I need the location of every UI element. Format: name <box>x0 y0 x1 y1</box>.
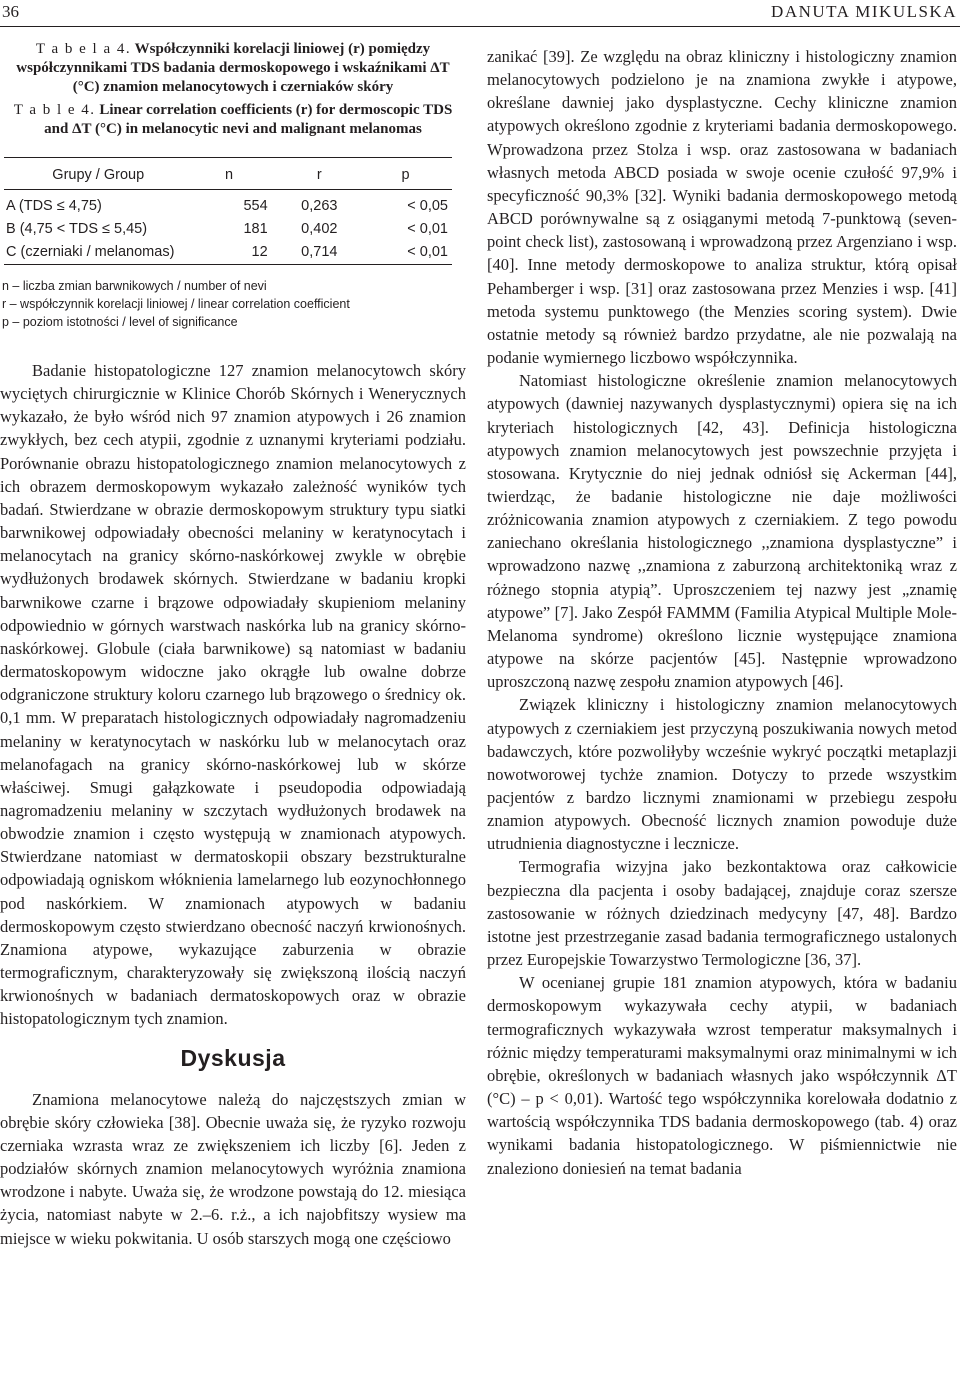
running-head-author: DANUTA MIKULSKA <box>771 2 957 21</box>
correlation-table <box>4 157 452 265</box>
table-caption-polish <box>6 40 460 97</box>
legend-item-p: p – poziom istotności / level of significance <box>2 315 238 329</box>
left-body-text <box>0 359 466 1250</box>
table-cell-group: C (czerniaki / melanomas) <box>6 244 175 260</box>
right-column <box>487 45 957 1180</box>
body-paragraph: W ocenianej grupie 181 znamion atypowych, która w badaniu dermoskopowym wykazywała cechy atypii, w badaniach termograficznych wykazywała wzrost temperatur maksymalnych i różnic między temperaturami maksymalnymi oraz minimalnymi w ich obrębie, określonych w badaniach własnych jako współczynnik ΔT (°C) – p < 0,01). Wartość tego współczynnika korelowała dodatnio z wartością współczynnika TDS badania dermoskopowego (tab. 4) oraz wynikami badania histopatologicznego. W piśmiennictwie nie znaleziono doniesień na temat badania <box>487 973 957 1178</box>
body-paragraph: zanikać [39]. Ze względu na obraz kliniczny i histologiczny znamion melanocytowych podzielono je na znamiona zwykłe i atypowe, określane dawniej jako dysplastyczne. Cechy kliniczne znamion atypowych określono zgodnie z kryteriami badania dermoskopowego. Wprowadzona przez Stolza i wsp. oraz zastosowana w badaniach własnych metoda ABCD posiada w swoje ocenie czułość 97,9% i specyficzność 90,3% [32]. Wyniki badania dermoskopowego metodą ABCD porównywalne są z osiąganymi metodą 7-punktową (seven-point check list), zastosowaną i wprowadzoną przez Argenziano i wsp. [40]. Inne metody dermoskopowe to analiza struktur, którą opisał Pehamberger i wsp. [31] oraz zastosowana przez Menzies i wsp. [41] metoda systemu punktowego (the Menzies scoring system). Dwie ostatnie metody są również bardzo przydatne, ale nie pozwalają na podanie wymiernego liczbowo współczynnika. <box>487 47 957 368</box>
table-cell-n: 554 <box>243 198 268 214</box>
body-paragraph: Termografia wizyjna jako bezkontaktowa oraz całkowicie bezpieczna dla pacjenta i osoby badającej, znajduje coraz szersze zastosowanie w różnych dziedzinach medycyny [47, 48]. Bardzo istotne jest przestrzeganie zasad badania termograficznego ustalonych przez Europejskie Towarzystwo Termologiczne [36, 37]. <box>487 857 957 970</box>
table-cell-p: < 0,01 <box>407 244 448 260</box>
table-caption-english <box>6 101 460 139</box>
table-caption-polish-label: T a b e l a 4. <box>35 41 132 57</box>
table-header-r: r <box>276 158 363 190</box>
table-cell-n: 181 <box>243 221 268 237</box>
table-caption-polish-text: Współczynniki korelacji liniowej (r) pomiędzy współczynnikami TDS badania dermoskopowego i wskaźnikami ΔT (°C) znamion melanocytowych i czerniaków skóry <box>16 41 450 95</box>
table-cell-p: < 0,01 <box>407 221 448 237</box>
body-paragraph: Znamiona melanocytowe należą do najczęstszych zmian w obrębie skóry człowieka [38]. Obecnie uważa się, że ryzyko rozwoju czerniaka wzrasta wraz ze zwiększeniem ich liczby [6]. Jeden z podziałów skórnych znamion melanocytowych wyróżnia znamiona wrodzone i nabyte. Uważa się, że wrodzone powstają do 12. miesiąca życia, natomiast nabyte w 2.–6. r.ż., a ich najobfitszy wysiew ma miejsce w wieku pokwitania. U osób starszych mogą one częściowo <box>0 1089 466 1248</box>
table-cell-r: 0,714 <box>301 244 338 260</box>
table-header-p: p <box>363 158 452 190</box>
body-paragraph: Natomiast histologiczne określenie znamion melanocytowych atypowych (dawniej nazywanych dysplastycznymi) opiera się na ich kryteriach histologicznych [42, 43]. Definicja histologiczna atypowych znamion melanocytowych jest powszechnie przyjęta i stosowana. Krytycznie do niej jednak odniósł się Ackerman [44], twierdząc, że badanie histologiczne nie daje możliwości zróżnicowania znamion atypowych z czerniakiem. Z tego powodu zaniechano określania histologicznego ,,znamiona dysplastyczne” i wprowadzono nazwę ,,znamiona z zaburzoną architektoniką wraz z różnego stopnia atypią”. Uproszczeniem tej nazwy jest „znamię atypowe” [7]. Jako Zespół FAMMM (Familia Atypical Multiple Mole-Melanoma syndrome) określono licznie występujące znamiona atypowe na skórze pacjentów [45]. Następnie wprowadzono uproszczoną nazwę zespołu znamion atypowych [46]. <box>487 371 957 692</box>
table-caption-english-label: T a b l e 4. <box>13 102 96 118</box>
table-header-row <box>4 158 452 190</box>
table-caption-english-text: Linear correlation coefficients (r) for dermoscopic TDS and ΔT (°C) in melanocytic nevi and malignant melanomas <box>44 102 453 137</box>
legend-item-n: n – liczba zmian barwnikowych / number of nevi <box>2 279 267 293</box>
section-heading: Dyskusja <box>180 1044 286 1071</box>
left-column <box>0 40 466 1250</box>
table-cell-group: B (4,75 < TDS ≤ 5,45) <box>6 221 148 237</box>
table-cell-r: 0,402 <box>301 221 338 237</box>
table-row <box>4 190 452 219</box>
table-cell-n: 12 <box>251 244 268 260</box>
table-cell-p: < 0,05 <box>407 198 448 214</box>
table-legend <box>0 277 466 331</box>
legend-item-r: r – współczynnik korelacji liniowej / linear correlation coefficient <box>2 297 350 311</box>
table-cell-group: A (TDS ≤ 4,75) <box>6 198 102 214</box>
table-header-n: n <box>190 158 275 190</box>
running-head <box>0 0 960 27</box>
body-paragraph: Badanie histopatologiczne 127 znamion melanocytowch skóry wyciętych chirurgicznie w Klinice Chorób Skórnych i Wenerycznych wykazało, że było wśród nich 97 znamion atypowych i 26 znamion zwykłych, bez cech atypii, zgodnie z uznanymi kryteriami podziału. Porównanie obrazu histopatologicznego znamion melanocytowych z ich obrazem dermoskopowym wykazało zależność wyników tych badań. Stwierdzane w obrazie dermoskopowym struktury typu siatki barwnikowej odpowiadały obecności melaniny w keratynocytach i melanocytach na granicy skórno-naskórkowej zwykle w obrębie wydłużonych brodawek skórnych. Stwierdzane w badaniu kropki barwnikowe czarne i brązowe odpowiadały skupieniom melaniny odpowiednio w górnych warstwach naskórka lub na granicy skórno-naskórkowej. Globule (ciała barwnikowe) są natomiast w badaniu dermatoskopowym widoczne jako okrągłe lub owalne dobrze odgraniczone struktury koloru czarnego lub brązowego o średnicy ok. 0,1 mm. W preparatach histologicznych odpowiadały nagromadzeniu melaniny w keratynocytach w naskórku lub w melanocytach oraz melanofagach na granicy skórno-naskórkowej lub w skórze właściwej. Smugi gałązkowate i pseudopodia odpowiadają nagromadzeniu melaniny w szczytach wydłużonych brodawek na obwodzie znamion i często występują w znamionach atypowych. Stwierdzane natomiast w dermatoskopii obszary bezstrukturalne odpowiadają ogniskom włóknienia lamelarnego lub eozynochłonnego pod naskórkiem. W znamionach atypowych w badaniu dermoskopowym często stwierdzano obecność naczyń krwionośnych. Znamiona atypowe, wykazujące zaburzenia w obrazie termograficznym, charakteryzowały się zwiększoną ilością naczyń krwionośnych w badaniach dermatoskopowych oraz w obrazie histopatologicznym tych znamion. <box>0 361 466 1029</box>
body-paragraph: Związek kliniczny i histologiczny znamion melanocytowych atypowych z czerniakiem jest przyczyną poszukiwania nowych metod badawczych, które pozwoliłyby wcześnie wykryć początki metaplazji nowotworowej tychże znamion. Dotyczy to przede wszystkim pacjentów z bardzo licznymi znamionami w przebiegu zespołu znamion atypowych. Obecność licznych znamion powoduje duże utrudnienia diagnostyczne i lecznicze. <box>487 695 957 854</box>
table-row <box>4 218 452 241</box>
table-header-group: Grupy / Group <box>4 158 190 190</box>
table-row <box>4 241 452 265</box>
table-cell-r: 0,263 <box>301 198 338 214</box>
page-number: 36 <box>2 2 19 21</box>
